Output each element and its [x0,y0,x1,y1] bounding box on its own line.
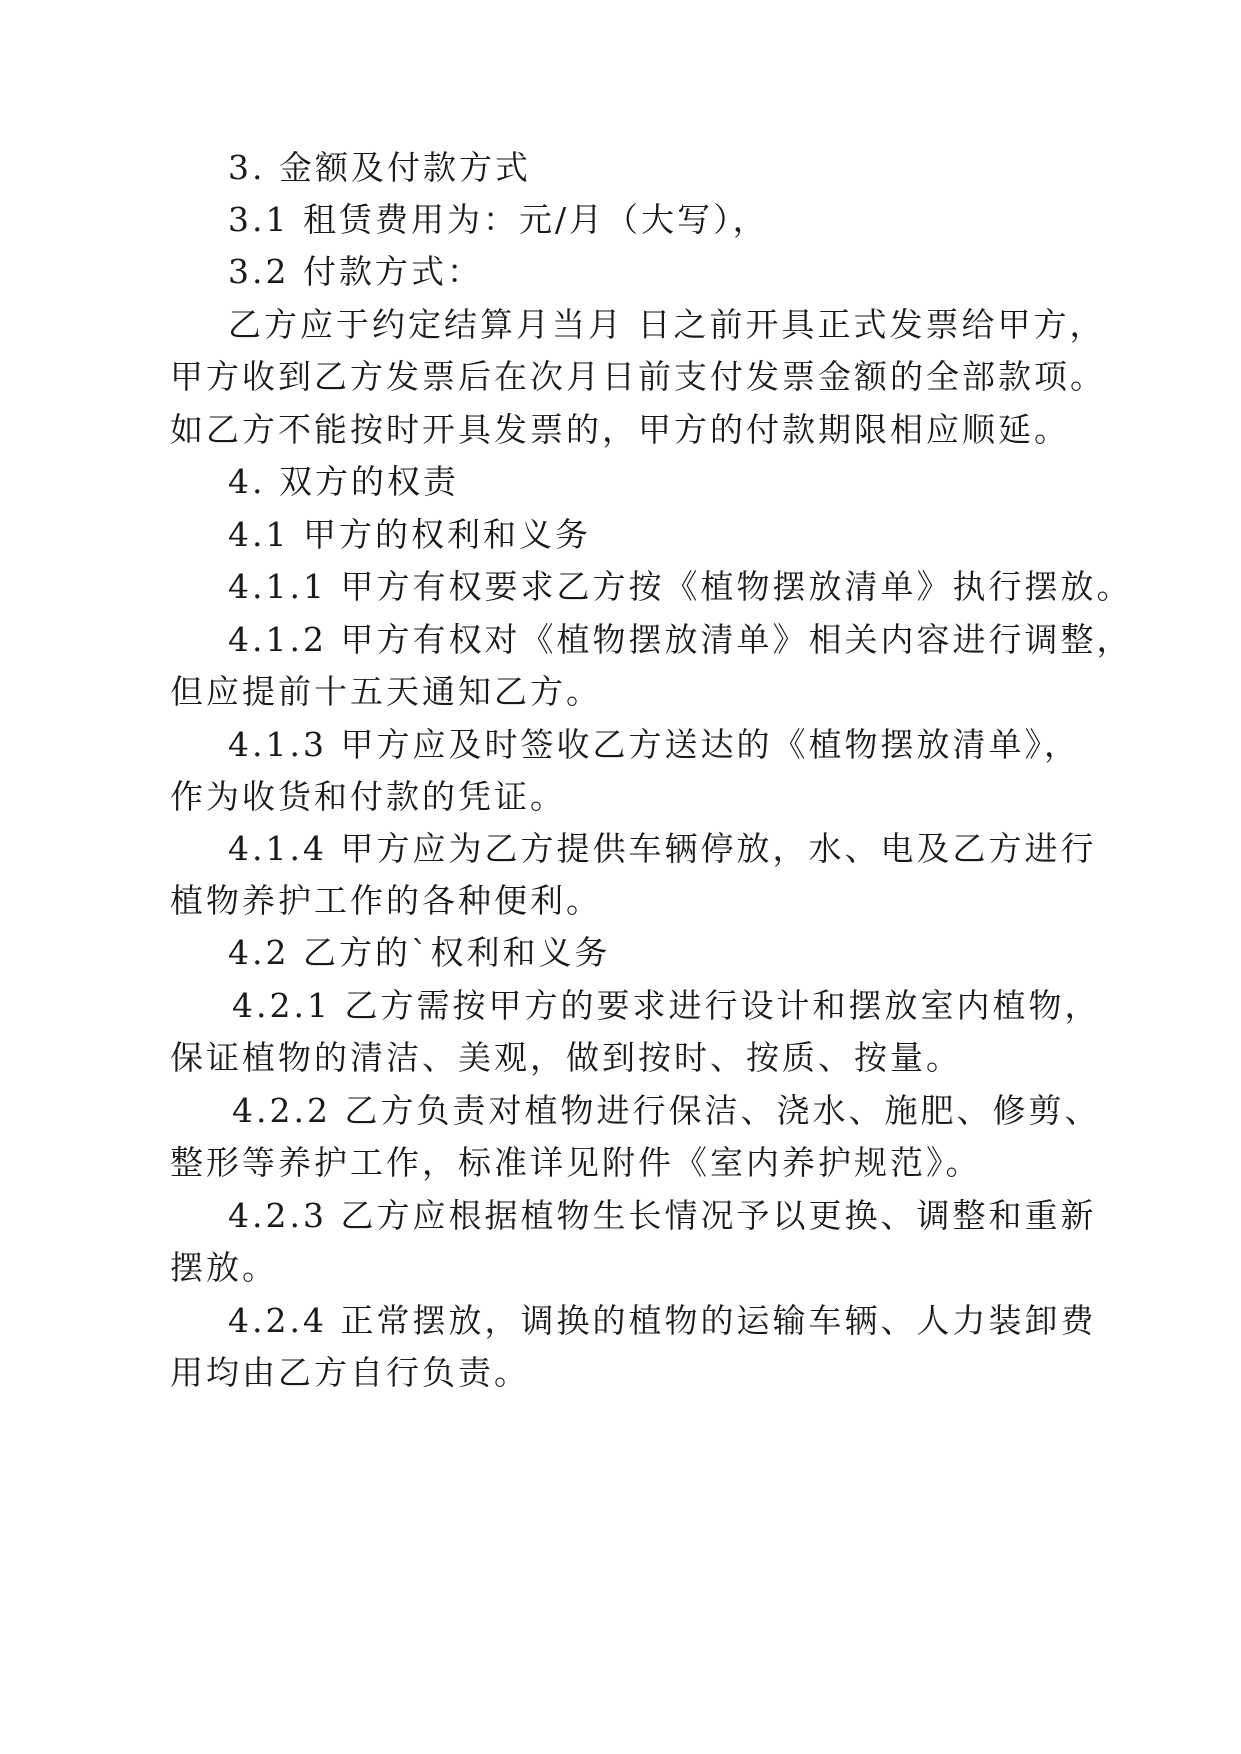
clause-3-2-text-line-1: 乙方应于约定结算月当月 日之前开具正式发票给甲方， [228,305,1106,344]
section-3-heading: 3. 金额及付款方式 [228,148,531,187]
clause-3-2-text-line-3: 如乙方不能按时开具发票的，甲方的付款期限相应顺延。 [170,410,1070,449]
clause-3-2: 3.2 付款方式： [228,252,483,291]
clause-4-2-4-line-1: 4.2.4 正常摆放，调换的植物的运输车辆、人力装卸费 [228,1301,1097,1340]
clause-4-1-3-line-2: 作为收货和付款的凭证。 [170,777,566,816]
clause-4-2-4-line-2: 用均由乙方自行负责。 [170,1353,530,1392]
clause-3-1: 3.1 租赁费用为：元/月（大写）， [228,200,769,239]
clause-4-2-1-line-1: 4.2.1 乙方需按甲方的要求进行设计和摆放室内植物， [232,986,1101,1025]
clause-4-1: 4.1 甲方的权利和义务 [228,515,591,554]
clause-4-1-4-line-2: 植物养护工作的各种便利。 [170,881,602,920]
clause-4-2-1-line-2: 保证植物的清洁、美观，做到按时、按质、按量。 [170,1038,962,1077]
clause-4-1-2-line-2: 但应提前十五天通知乙方。 [170,672,602,711]
clause-4-2: 4.2 乙方的`权利和义务 [228,933,611,972]
clause-4-2-2-line-1: 4.2.2 乙方负责对植物进行保洁、浇水、施肥、修剪、 [232,1091,1101,1130]
clause-4-2-3-line-1: 4.2.3 乙方应根据植物生长情况予以更换、调整和重新 [228,1196,1097,1235]
clause-4-1-3-line-1: 4.1.3 甲方应及时签收乙方送达的《植物摆放清单》， [228,725,1080,764]
clause-3-2-text-line-2: 甲方收到乙方发票后在次月日前支付发票金额的全部款项。 [170,357,1106,396]
clause-4-1-1: 4.1.1 甲方有权要求乙方按《植物摆放清单》执行摆放。 [228,567,1133,606]
section-4-heading: 4. 双方的权责 [228,462,459,501]
clause-4-1-4-line-1: 4.1.4 甲方应为乙方提供车辆停放，水、电及乙方进行 [228,829,1097,868]
clause-4-2-2-line-2: 整形等养护工作，标准详见附件《室内养护规范》。 [170,1143,982,1182]
clause-4-1-2-line-1: 4.1.2 甲方有权对《植物摆放清单》相关内容进行调整， [228,620,1133,659]
clause-4-2-3-line-2: 摆放。 [170,1248,278,1287]
